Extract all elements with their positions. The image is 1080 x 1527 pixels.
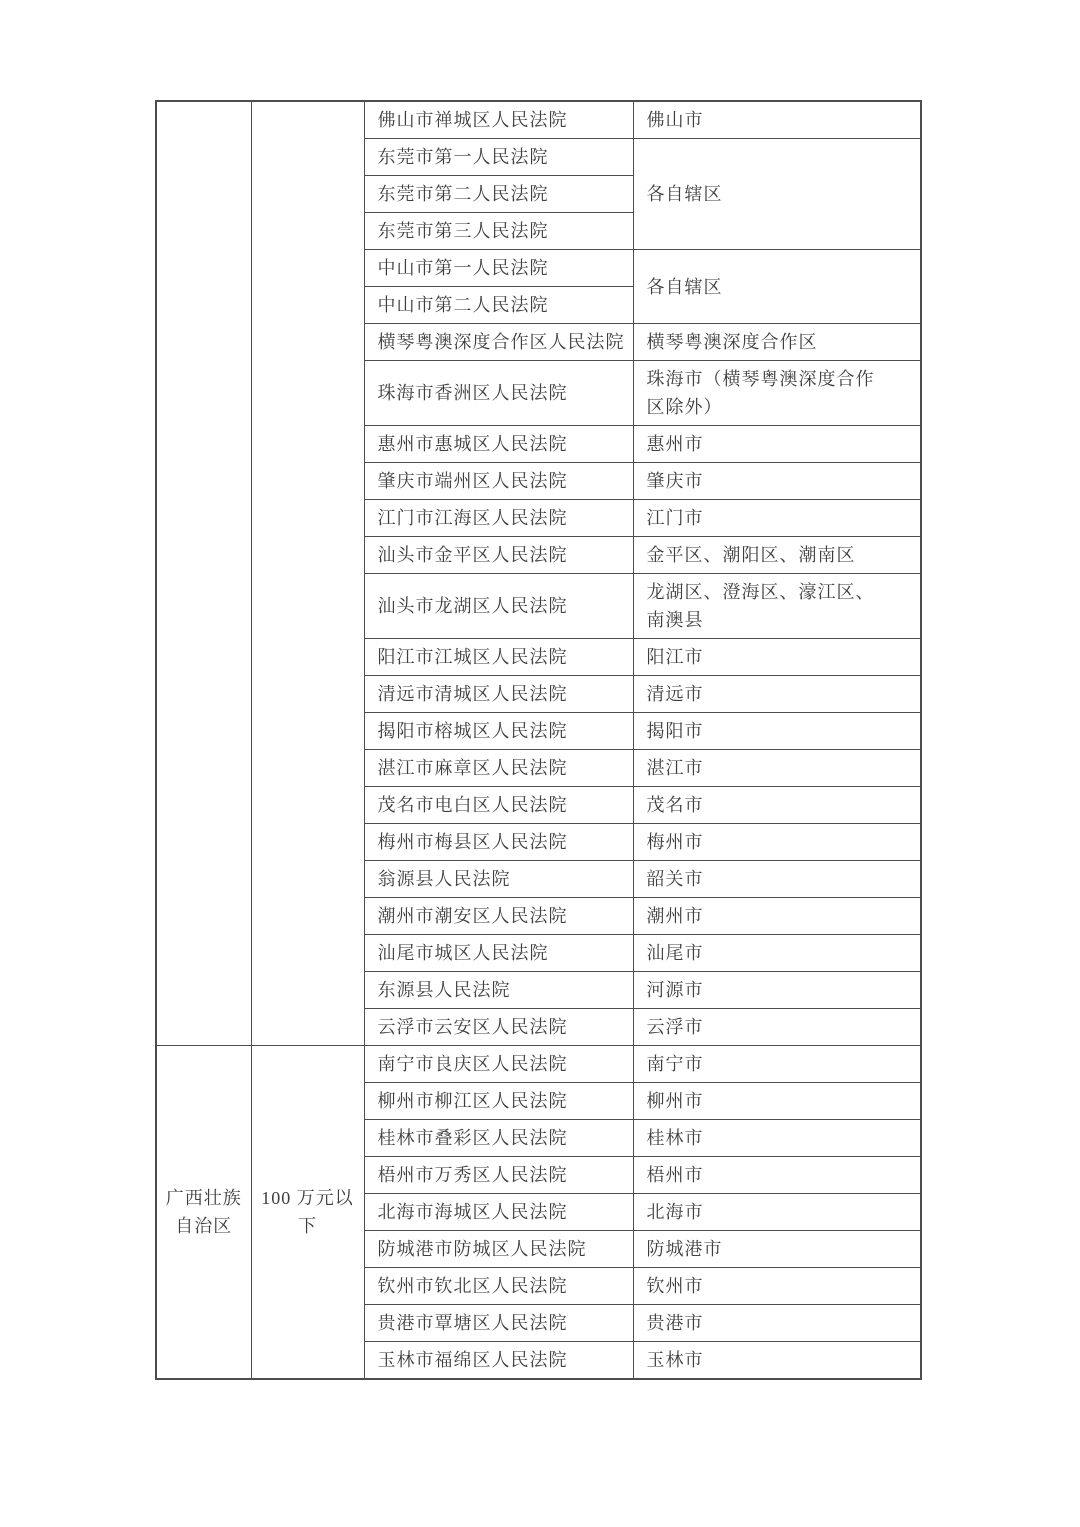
court-cell: 佛山市禅城区人民法院 (364, 101, 633, 139)
jurisdiction-cell: 湛江市 (633, 750, 921, 787)
court-cell: 肇庆市端州区人民法院 (364, 463, 633, 500)
jurisdiction-cell: 江门市 (633, 500, 921, 537)
court-cell: 北海市海城区人民法院 (364, 1194, 633, 1231)
jurisdiction-cell: 揭阳市 (633, 713, 921, 750)
court-jurisdiction-table (155, 100, 922, 1380)
court-cell: 东莞市第一人民法院 (364, 139, 633, 176)
jurisdiction-cell: 肇庆市 (633, 463, 921, 500)
amount-cell (251, 101, 364, 1046)
court-cell: 潮州市潮安区人民法院 (364, 898, 633, 935)
court-cell: 汕头市金平区人民法院 (364, 537, 633, 574)
jurisdiction-cell: 茂名市 (633, 787, 921, 824)
jurisdiction-cell: 各自辖区 (633, 139, 921, 250)
jurisdiction-cell: 金平区、潮阳区、潮南区 (633, 537, 921, 574)
court-cell: 防城港市防城区人民法院 (364, 1231, 633, 1268)
jurisdiction-cell: 贵港市 (633, 1305, 921, 1342)
jurisdiction-cell: 云浮市 (633, 1009, 921, 1046)
jurisdiction-cell: 龙湖区、澄海区、濠江区、南澳县 (633, 574, 921, 639)
court-table-body (156, 101, 921, 1379)
court-cell: 东莞市第二人民法院 (364, 176, 633, 213)
jurisdiction-cell: 梅州市 (633, 824, 921, 861)
court-cell: 钦州市钦北区人民法院 (364, 1268, 633, 1305)
court-cell: 桂林市叠彩区人民法院 (364, 1120, 633, 1157)
court-cell: 阳江市江城区人民法院 (364, 639, 633, 676)
court-cell: 茂名市电白区人民法院 (364, 787, 633, 824)
court-cell: 中山市第一人民法院 (364, 250, 633, 287)
court-cell: 惠州市惠城区人民法院 (364, 426, 633, 463)
jurisdiction-cell: 珠海市（横琴粤澳深度合作区除外） (633, 361, 921, 426)
jurisdiction-cell: 潮州市 (633, 898, 921, 935)
court-cell: 云浮市云安区人民法院 (364, 1009, 633, 1046)
court-cell: 清远市清城区人民法院 (364, 676, 633, 713)
jurisdiction-cell: 韶关市 (633, 861, 921, 898)
jurisdiction-cell: 梧州市 (633, 1157, 921, 1194)
jurisdiction-cell: 北海市 (633, 1194, 921, 1231)
jurisdiction-cell: 玉林市 (633, 1342, 921, 1380)
jurisdiction-cell: 钦州市 (633, 1268, 921, 1305)
jurisdiction-cell: 南宁市 (633, 1046, 921, 1083)
court-cell: 翁源县人民法院 (364, 861, 633, 898)
court-cell: 揭阳市榕城区人民法院 (364, 713, 633, 750)
jurisdiction-cell: 防城港市 (633, 1231, 921, 1268)
province-cell: 广西壮族自治区 (156, 1046, 251, 1380)
court-cell: 贵港市覃塘区人民法院 (364, 1305, 633, 1342)
court-cell: 玉林市福绵区人民法院 (364, 1342, 633, 1380)
court-cell: 湛江市麻章区人民法院 (364, 750, 633, 787)
table-row (156, 1046, 921, 1083)
jurisdiction-cell: 桂林市 (633, 1120, 921, 1157)
court-cell: 汕头市龙湖区人民法院 (364, 574, 633, 639)
court-cell: 东源县人民法院 (364, 972, 633, 1009)
court-cell: 梧州市万秀区人民法院 (364, 1157, 633, 1194)
amount-cell: 100 万元以下 (251, 1046, 364, 1380)
court-cell: 中山市第二人民法院 (364, 287, 633, 324)
jurisdiction-cell: 清远市 (633, 676, 921, 713)
court-cell: 柳州市柳江区人民法院 (364, 1083, 633, 1120)
court-cell: 南宁市良庆区人民法院 (364, 1046, 633, 1083)
jurisdiction-cell: 柳州市 (633, 1083, 921, 1120)
jurisdiction-cell: 河源市 (633, 972, 921, 1009)
jurisdiction-cell: 横琴粤澳深度合作区 (633, 324, 921, 361)
jurisdiction-cell: 阳江市 (633, 639, 921, 676)
table-row (156, 101, 921, 139)
jurisdiction-cell: 各自辖区 (633, 250, 921, 324)
court-cell: 珠海市香洲区人民法院 (364, 361, 633, 426)
court-cell: 汕尾市城区人民法院 (364, 935, 633, 972)
province-cell (156, 101, 251, 1046)
jurisdiction-cell: 汕尾市 (633, 935, 921, 972)
court-cell: 横琴粤澳深度合作区人民法院 (364, 324, 633, 361)
court-cell: 梅州市梅县区人民法院 (364, 824, 633, 861)
jurisdiction-cell: 惠州市 (633, 426, 921, 463)
court-cell: 江门市江海区人民法院 (364, 500, 633, 537)
jurisdiction-cell: 佛山市 (633, 101, 921, 139)
court-cell: 东莞市第三人民法院 (364, 213, 633, 250)
